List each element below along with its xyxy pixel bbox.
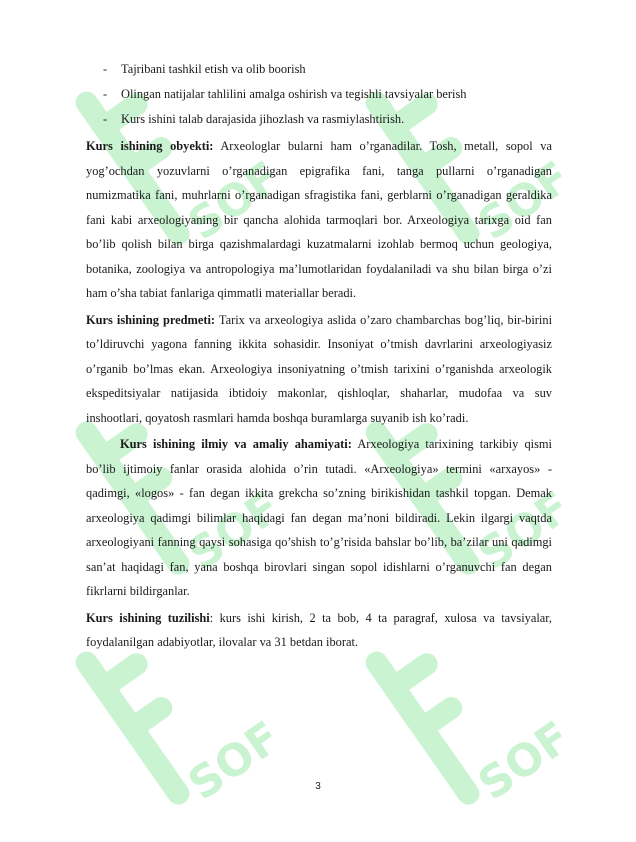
svg-text:SOF: SOF [469,711,580,811]
paragraph-text: Arxeologiya tarixining tarkibiy qismi bo’lib ijtimoiy fanlar orasida alohida o’rin tutadi. «Arxeologiya» termini «arxayos» - qadimgi, «logos» - fan degan ikkita grekcha so’zning birikishidan tashkil topgan. Demak arxeologiya qadimgi bilimlar haqidagi fan degan ma’noni bildiradi. Lekin ilgargi vaqtda arxeologiyani fanning qaysi sohasiga qo’shish to’g’risida bahslar bo’lib, ba’zilar uni qadimgi san’at haqidagi fan, yana boshqa birovlari singan sopol idishlarni o’rganuvchi fan degan fikrlarni bildirganlar. [86,437,552,598]
svg-text:SOF: SOF [179,151,290,251]
page-number: 3 [315,781,321,792]
paragraph-subject [86,308,552,431]
paragraph-heading: Kurs ishining obyekti: [86,139,214,153]
paragraph-text: : kurs ishi kirish, 2 ta bob, 4 ta paragraf, xulosa va tavsiyalar, foydalanilgan adabiyotlar, ilovalar va 31 betdan iborat. [86,610,552,649]
bullet-list [86,57,552,132]
paragraph-text: Tarix va arxeologiya aslida o’zaro chambarchas bog’liq, bir-birini to’ldiruvchi yagona fanning ikkita sohasidir. Insoniyat o’tmish davrlarini arxeologiyasiz o’rganib bo’lmas ekan. Arxeologiya insoniyatning o’tmish tarixini o’rganishda arxeologik ekspeditsiyalar natijasida ibtidoiy makonlar, qishloqlar, shaharlar, mudofaa va suv inshootlari, qoyatosh rasmlari hamda boshqa buramlarga suyanib ish ko’radi. [86,312,553,425]
list-item [103,82,552,107]
bullet-marker: - [103,87,108,101]
list-item-text: Olingan natijalar tahlilini amalga oshirish va tegishli tavsiyalar berish [121,87,467,101]
paragraph-heading: Kurs ishining tuzilishi [86,610,210,625]
paragraph-structure [86,606,552,655]
list-item [103,107,552,132]
svg-text:SOF: SOF [469,151,580,251]
bullet-marker: - [103,62,108,76]
list-item-text: Tajribani tashkil etish va olib boorish [121,62,306,76]
paragraph-text: Arxeologlar bularni ham o’rganadilar. Tosh, metall, sopol va yog’ochdan yozuvlarni o’rganadigan epigrafika fani, tanga pullarni o’rganadigan numizmatika fani, muhrlarni o’rganadigan sfragistika fani, gerblarni o’rganadigan geraldika fani kabi arxeologiyaning bir qancha alohida tarmoqlari bor. Arxeologiya tarixga oid fan bo’lib qolish bilan birga qazishmalardagi kuzatmalarni izohlab bermoq uchun geologiya, botanika, zoologiya va antropologiya ma’lumotlaridan foydalaniladi va shu bilan birga o’zi ham o’sha tabiat fanlariga qimmatli materiallar beradi. [86,139,552,300]
paragraph-significance [86,432,552,604]
bullet-marker: - [103,112,108,126]
list-item [103,57,552,82]
document-body [86,57,552,655]
paragraph-heading: Kurs ishining predmeti: [86,312,216,327]
svg-text:SOF: SOF [469,481,580,581]
svg-text:SOF: SOF [179,711,290,811]
list-item-text: Kurs ishini talab darajasida jihozlash va rasmiylashtirish. [121,112,405,126]
paragraph-object [86,134,552,306]
svg-text:SOF: SOF [179,481,290,581]
paragraph-heading: Kurs ishining ilmiy va amaliy ahamiyati: [120,437,352,451]
